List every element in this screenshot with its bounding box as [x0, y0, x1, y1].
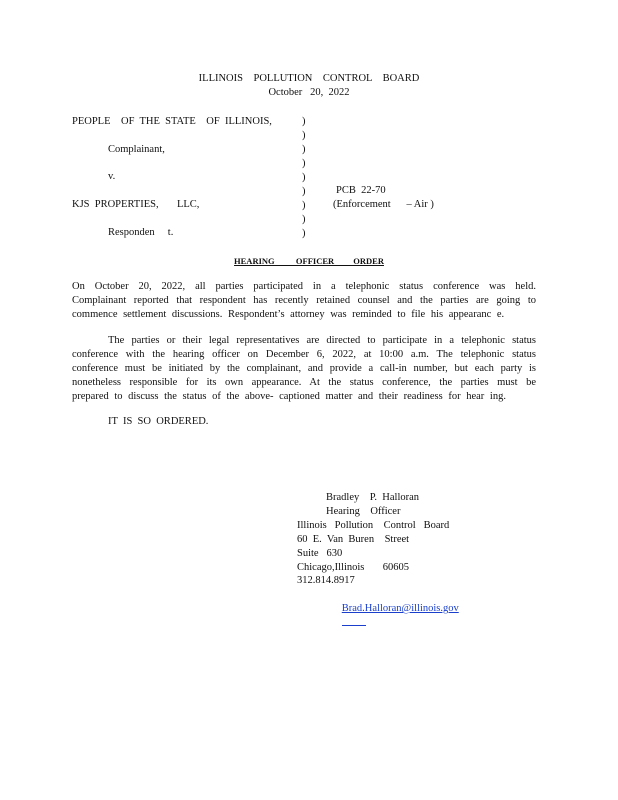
defendant-name: KJS PROPERTIES, LLC, — [72, 199, 200, 210]
email-underline — [342, 616, 366, 626]
paren: ) — [302, 144, 306, 155]
agency-name: ILLINOIS POLLUTION CONTROL BOARD — [198, 73, 420, 84]
paren: ) — [302, 200, 306, 211]
case-number: PCB 22-70 — [336, 185, 386, 196]
email-link[interactable] — [326, 588, 462, 645]
paren: ) — [302, 116, 306, 127]
complainant-label: Complainant, — [108, 144, 165, 155]
email-address[interactable]: Brad.Halloran@illinois.gov — [341, 603, 459, 614]
versus-label: v. — [108, 171, 116, 182]
paren: ) — [302, 228, 306, 239]
suite-number: Suite 630 — [297, 548, 343, 559]
paragraph-status: On October 20, 2022, all parties participated in a telephonic status conference was held. Complainant reported that respondent has recently retained counsel and the parties are going to commence settlement discussions. Respondent’s attorney was reminded to file his appearanc e. — [72, 281, 536, 320]
plaintiff-name: PEOPLE OF THE STATE OF ILLINOIS, — [72, 116, 272, 127]
respondent-label: Responden t. — [108, 227, 174, 238]
order-date: October 20, 2022 — [268, 87, 350, 98]
phone-number: 312.814.8917 — [297, 575, 355, 586]
paragraph-directive: The parties or their legal representatives are directed to participate in a telephonic status conference with the hearing officer on December 6, 2022, at 10:00 a.m. The telephonic status conference must be initiated by the complainant, and provide a call-in number, but each party is nonetheless responsible for its own appearance. At the status conference, the parties must be prepared to discuss the status of the above- captioned matter and their readiness for hear ing. — [72, 335, 536, 402]
paren: ) — [302, 158, 306, 169]
order-title: HEARING OFFICER ORDER — [234, 256, 384, 266]
paren: ) — [302, 172, 306, 183]
paren: ) — [302, 186, 306, 197]
signatory-title: Hearing Officer — [326, 506, 401, 517]
street-address: 60 E. Van Buren Street — [297, 534, 410, 545]
case-type: (Enforcement – Air ) — [333, 199, 434, 210]
paren: ) — [302, 214, 306, 225]
so-ordered: IT IS SO ORDERED. — [108, 416, 209, 427]
signatory-org: Illinois Pollution Control Board — [297, 520, 450, 531]
city-state-zip: Chicago,Illinois 60605 — [297, 562, 409, 573]
paren: ) — [302, 130, 306, 141]
signatory-name: Bradley P. Halloran — [326, 492, 420, 503]
